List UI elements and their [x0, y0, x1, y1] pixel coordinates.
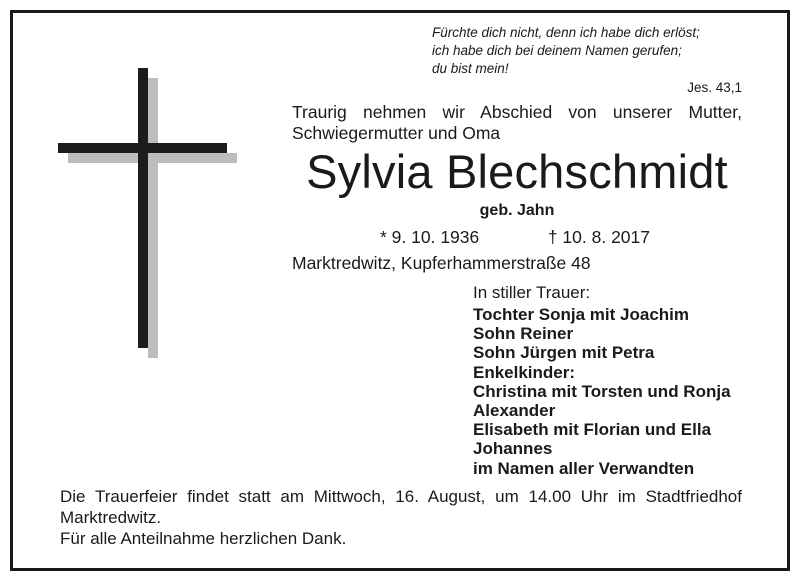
verse-line: du bist mein!	[432, 61, 509, 76]
death-date: † 10. 8. 2017	[547, 227, 650, 247]
birth-name: geb. Jahn	[479, 202, 555, 219]
verse-reference: Jes. 43,1	[687, 80, 742, 95]
intro-line: Schwiegermutter und Oma	[292, 123, 501, 143]
bible-verse	[432, 24, 762, 78]
address: Marktredwitz, Kupferhammerstraße 48	[292, 253, 591, 273]
life-dates	[380, 227, 650, 248]
list-item: Elisabeth mit Florian und Ella	[473, 420, 712, 440]
deceased-name: Sylvia Blechschmidt	[306, 145, 728, 198]
intro-line: Traurig nehmen wir Abschied von unserer Mutter,	[292, 102, 742, 122]
list-item: Christina mit Torsten und Ronja	[473, 381, 731, 401]
list-item: Johannes	[473, 439, 553, 459]
mourning-label: In stiller Trauer:	[473, 283, 591, 302]
list-item: Enkelkinder:	[473, 362, 576, 382]
list-item: Sohn Jürgen mit Petra	[473, 343, 655, 363]
mourners-list	[473, 305, 773, 478]
thanks-note: Für alle Anteilnahme herzlichen Dank.	[60, 529, 347, 548]
list-item: im Namen aller Verwandten	[473, 458, 695, 478]
list-item: Tochter Sonja mit Joachim	[473, 305, 690, 324]
list-item: Alexander	[473, 401, 556, 421]
verse-line: Fürchte dich nicht, denn ich habe dich erlöst;	[432, 25, 700, 40]
funeral-line: Die Trauerfeier findet statt am Mittwoch, 16. August, um 14.00 Uhr im Stadtfriedhof	[60, 487, 742, 506]
list-item: Sohn Reiner	[473, 324, 574, 344]
intro-text	[292, 102, 742, 144]
funeral-line: Marktredwitz.	[60, 508, 162, 527]
funeral-notice	[60, 486, 742, 528]
verse-line: ich habe dich bei deinem Namen gerufen;	[432, 43, 682, 58]
birth-date: * 9. 10. 1936	[380, 227, 480, 247]
